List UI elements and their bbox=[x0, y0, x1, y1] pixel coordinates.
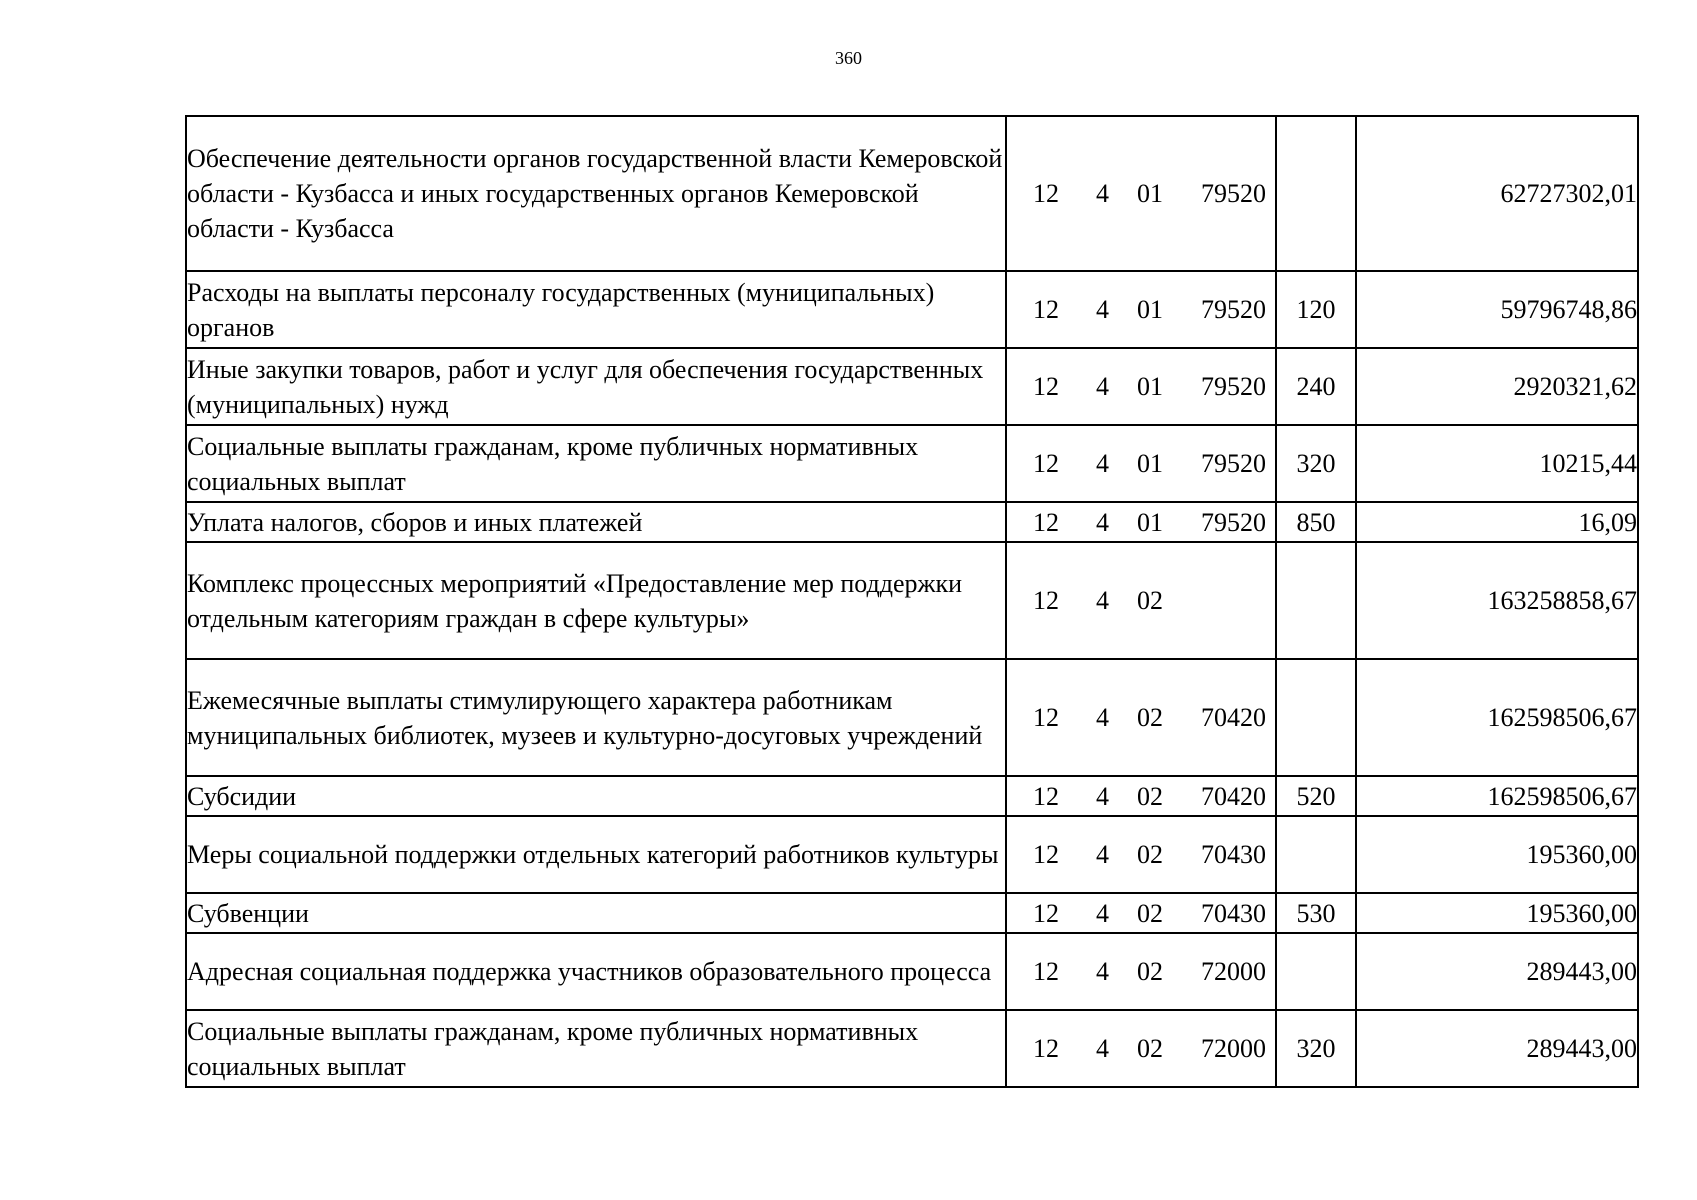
code-c2: 4 bbox=[1096, 295, 1109, 324]
code-c1: 12 bbox=[1033, 703, 1059, 732]
table-row bbox=[186, 425, 1638, 502]
table-row bbox=[186, 933, 1638, 1010]
code-c4: 70420 bbox=[1201, 703, 1266, 732]
row-amount: 62727302,01 bbox=[1356, 116, 1638, 271]
code-c1: 12 bbox=[1033, 449, 1059, 478]
row-codes bbox=[1006, 348, 1276, 425]
page-number: 360 bbox=[835, 48, 862, 68]
row-description: Меры социальной поддержки отдельных категорий работников культуры bbox=[186, 816, 1006, 893]
row-amount: 289443,00 bbox=[1356, 1010, 1638, 1087]
code-c3: 01 bbox=[1137, 372, 1163, 401]
code-c1: 12 bbox=[1033, 781, 1059, 811]
row-expense-type: 850 bbox=[1276, 502, 1356, 542]
row-expense-type: 120 bbox=[1276, 271, 1356, 348]
code-c1: 12 bbox=[1033, 372, 1059, 401]
code-group bbox=[1007, 1031, 1275, 1066]
code-group bbox=[1007, 583, 1275, 618]
table-row bbox=[186, 893, 1638, 933]
code-c2: 4 bbox=[1096, 449, 1109, 478]
table-row bbox=[186, 659, 1638, 776]
code-c3: 01 bbox=[1137, 179, 1163, 208]
row-description: Комплекс процессных мероприятий «Предоставление мер поддержки отдельным категориям граждан в сфере культуры» bbox=[186, 542, 1006, 659]
row-expense-type bbox=[1276, 659, 1356, 776]
row-amount: 162598506,67 bbox=[1356, 776, 1638, 816]
code-c1: 12 bbox=[1033, 840, 1059, 869]
code-c3: 01 bbox=[1137, 449, 1163, 478]
code-c2: 4 bbox=[1096, 781, 1109, 811]
row-amount: 10215,44 bbox=[1356, 425, 1638, 502]
code-c4: 72000 bbox=[1201, 1034, 1266, 1063]
code-c4: 79520 bbox=[1201, 372, 1266, 401]
code-c1: 12 bbox=[1033, 179, 1059, 208]
code-c4: 70420 bbox=[1201, 781, 1266, 811]
code-c3: 01 bbox=[1137, 507, 1163, 537]
table-row bbox=[186, 271, 1638, 348]
row-codes bbox=[1006, 776, 1276, 816]
row-expense-type bbox=[1276, 816, 1356, 893]
code-c2: 4 bbox=[1096, 507, 1109, 537]
row-expense-type: 240 bbox=[1276, 348, 1356, 425]
row-codes bbox=[1006, 659, 1276, 776]
code-group bbox=[1007, 292, 1275, 327]
code-group bbox=[1007, 837, 1275, 872]
code-c1: 12 bbox=[1033, 586, 1059, 615]
row-expense-type bbox=[1276, 116, 1356, 271]
row-description: Расходы на выплаты персоналу государственных (муниципальных) органов bbox=[186, 271, 1006, 348]
code-c3: 02 bbox=[1137, 1034, 1163, 1063]
table-row bbox=[186, 776, 1638, 816]
code-group bbox=[1007, 176, 1275, 211]
budget-table-body bbox=[186, 116, 1638, 1087]
row-expense-type bbox=[1276, 542, 1356, 659]
code-c2: 4 bbox=[1096, 898, 1109, 928]
row-amount: 195360,00 bbox=[1356, 893, 1638, 933]
code-c4: 79520 bbox=[1201, 507, 1266, 537]
row-codes bbox=[1006, 816, 1276, 893]
row-expense-type: 520 bbox=[1276, 776, 1356, 816]
code-group bbox=[1007, 779, 1275, 814]
code-c3: 02 bbox=[1137, 586, 1163, 615]
code-c4: 79520 bbox=[1201, 449, 1266, 478]
row-codes bbox=[1006, 1010, 1276, 1087]
row-amount: 59796748,86 bbox=[1356, 271, 1638, 348]
table-row bbox=[186, 116, 1638, 271]
code-c4: 79520 bbox=[1201, 295, 1266, 324]
table-row bbox=[186, 348, 1638, 425]
code-c2: 4 bbox=[1096, 840, 1109, 869]
row-codes bbox=[1006, 425, 1276, 502]
table-row bbox=[186, 502, 1638, 542]
row-description: Адресная социальная поддержка участников образовательного процесса bbox=[186, 933, 1006, 1010]
row-description: Обеспечение деятельности органов государственной власти Кемеровской области - Кузбасса и иных государственных органов Кемеровской области - Кузбасса bbox=[186, 116, 1006, 271]
row-description: Социальные выплаты гражданам, кроме публичных нормативных социальных выплат bbox=[186, 1010, 1006, 1087]
code-c1: 12 bbox=[1033, 898, 1059, 928]
row-description: Уплата налогов, сборов и иных платежей bbox=[186, 502, 1006, 542]
table-row bbox=[186, 816, 1638, 893]
code-group bbox=[1007, 505, 1275, 540]
code-c3: 01 bbox=[1137, 295, 1163, 324]
code-c4: 72000 bbox=[1201, 957, 1266, 986]
row-amount: 2920321,62 bbox=[1356, 348, 1638, 425]
row-amount: 16,09 bbox=[1356, 502, 1638, 542]
code-c2: 4 bbox=[1096, 179, 1109, 208]
row-amount: 162598506,67 bbox=[1356, 659, 1638, 776]
code-c4: 79520 bbox=[1201, 179, 1266, 208]
row-codes bbox=[1006, 542, 1276, 659]
row-codes bbox=[1006, 271, 1276, 348]
code-c3: 02 bbox=[1137, 957, 1163, 986]
code-group bbox=[1007, 369, 1275, 404]
row-codes bbox=[1006, 933, 1276, 1010]
row-amount: 289443,00 bbox=[1356, 933, 1638, 1010]
code-c4: 70430 bbox=[1201, 898, 1266, 928]
code-c2: 4 bbox=[1096, 957, 1109, 986]
code-c2: 4 bbox=[1096, 372, 1109, 401]
code-c1: 12 bbox=[1033, 957, 1059, 986]
code-c3: 02 bbox=[1137, 781, 1163, 811]
row-expense-type bbox=[1276, 933, 1356, 1010]
row-description: Иные закупки товаров, работ и услуг для обеспечения государственных (муниципальных) нужд bbox=[186, 348, 1006, 425]
code-c2: 4 bbox=[1096, 703, 1109, 732]
table-row bbox=[186, 542, 1638, 659]
row-expense-type: 530 bbox=[1276, 893, 1356, 933]
row-expense-type: 320 bbox=[1276, 425, 1356, 502]
row-description: Ежемесячные выплаты стимулирующего характера работникам муниципальных библиотек, музеев и культурно-досуговых учреждений bbox=[186, 659, 1006, 776]
code-c3: 02 bbox=[1137, 840, 1163, 869]
code-c1: 12 bbox=[1033, 295, 1059, 324]
code-group bbox=[1007, 954, 1275, 989]
code-c4: 70430 bbox=[1201, 840, 1266, 869]
code-c3: 02 bbox=[1137, 703, 1163, 732]
table-row bbox=[186, 1010, 1638, 1087]
code-c2: 4 bbox=[1096, 586, 1109, 615]
row-expense-type: 320 bbox=[1276, 1010, 1356, 1087]
row-codes bbox=[1006, 116, 1276, 271]
row-description: Субсидии bbox=[186, 776, 1006, 816]
code-group bbox=[1007, 896, 1275, 931]
code-c2: 4 bbox=[1096, 1034, 1109, 1063]
code-c1: 12 bbox=[1033, 1034, 1059, 1063]
row-description: Субвенции bbox=[186, 893, 1006, 933]
row-amount: 195360,00 bbox=[1356, 816, 1638, 893]
code-c3: 02 bbox=[1137, 898, 1163, 928]
row-codes bbox=[1006, 502, 1276, 542]
budget-table bbox=[185, 115, 1639, 1088]
row-description: Социальные выплаты гражданам, кроме публичных нормативных социальных выплат bbox=[186, 425, 1006, 502]
code-group bbox=[1007, 446, 1275, 481]
code-c1: 12 bbox=[1033, 507, 1059, 537]
row-amount: 163258858,67 bbox=[1356, 542, 1638, 659]
row-codes bbox=[1006, 893, 1276, 933]
code-group bbox=[1007, 700, 1275, 735]
